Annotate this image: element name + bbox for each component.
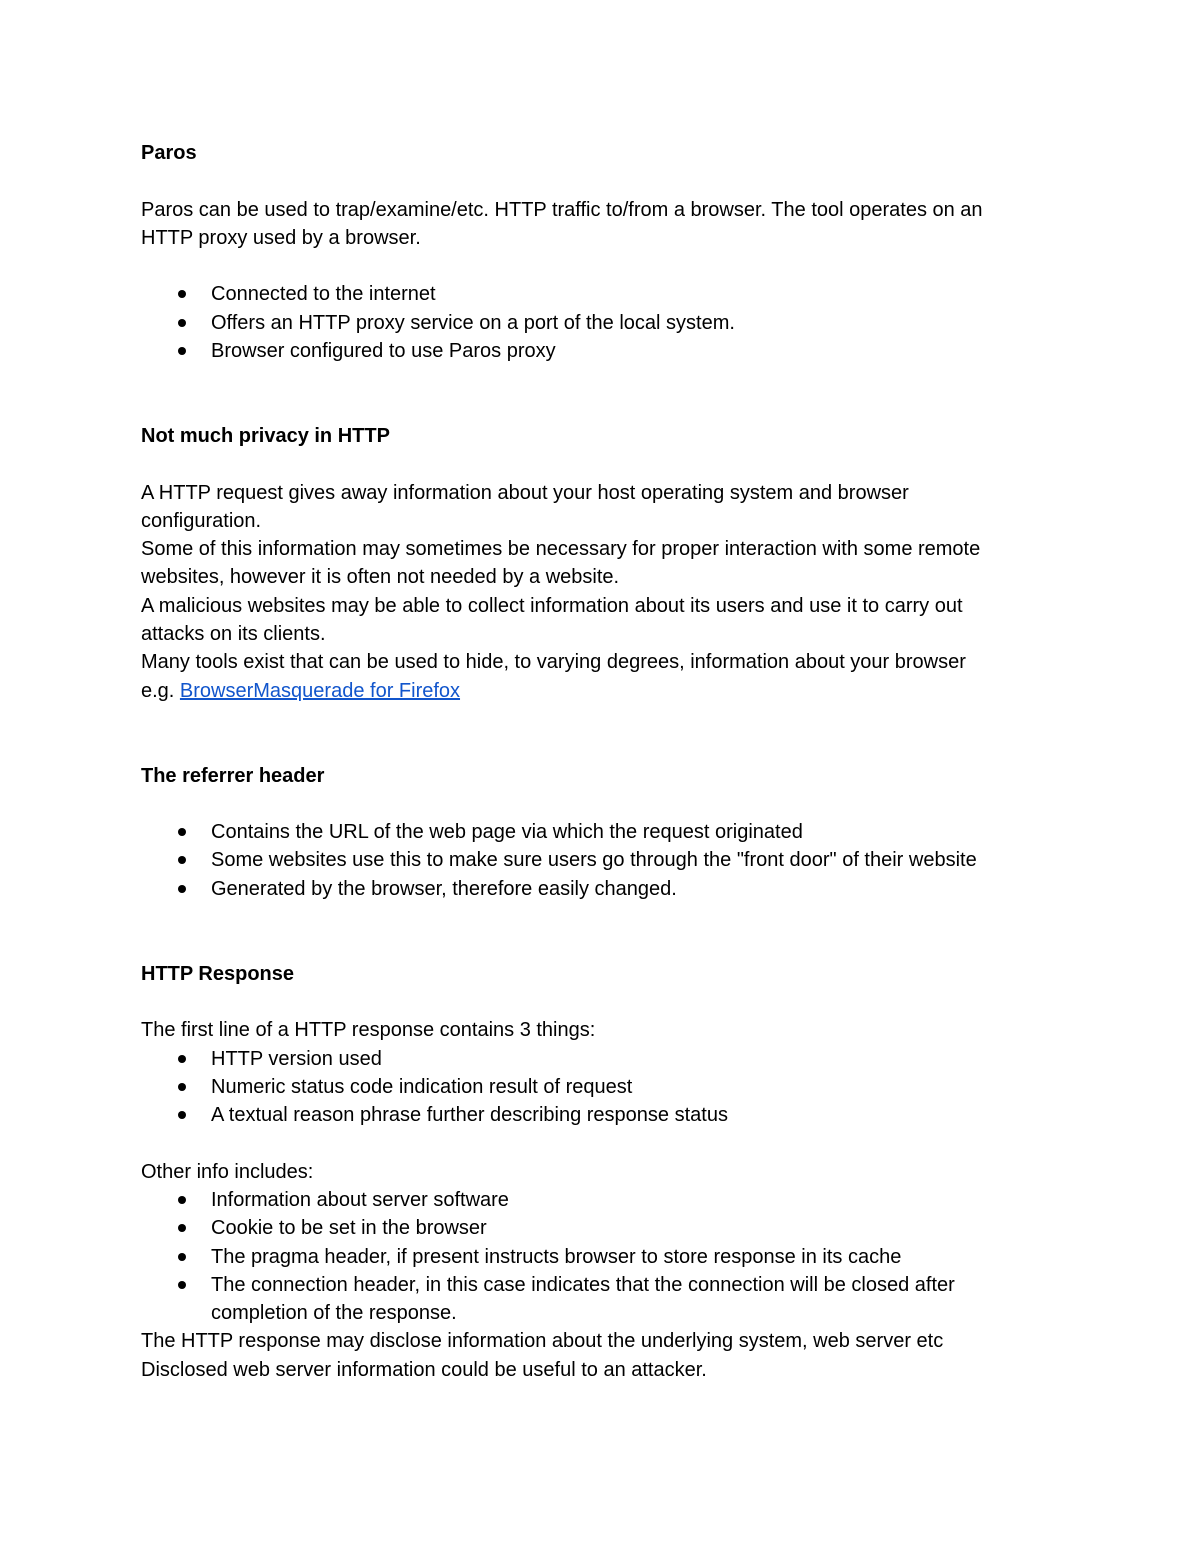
bullet-icon	[178, 828, 186, 836]
section-title-response: HTTP Response	[141, 962, 294, 985]
bullet-icon	[178, 290, 186, 298]
bullet-icon	[178, 1196, 186, 1204]
bullet-icon	[178, 885, 186, 893]
privacy-p4-line-1: Many tools exist that can be used to hide, to varying degrees, information about your browser	[141, 651, 966, 674]
list-item: Generated by the browser, therefore easily changed.	[141, 875, 1061, 903]
privacy-p3-line-2: attacks on its clients.	[141, 623, 326, 646]
privacy-p4-line-2	[141, 677, 1061, 705]
list-item: Cookie to be set in the browser	[141, 1214, 1061, 1242]
list-item: HTTP version used	[141, 1045, 1061, 1073]
response-first-line-intro: The first line of a HTTP response contains 3 things:	[141, 1019, 596, 1042]
bullet-icon	[178, 1281, 186, 1289]
privacy-p1-line-2: configuration.	[141, 509, 262, 532]
list-item: Information about server software	[141, 1186, 1061, 1214]
section-title-privacy: Not much privacy in HTTP	[141, 424, 390, 447]
response-closing-line-1: The HTTP response may disclose information about the underlying system, web server etc	[141, 1330, 944, 1353]
referrer-bullet-list	[141, 818, 1061, 903]
bullet-icon	[178, 347, 186, 355]
list-item: The connection header, in this case indicates that the connection will be closed after completion of the response.	[141, 1271, 1061, 1328]
list-item: The pragma header, if present instructs browser to store response in its cache	[141, 1243, 1061, 1271]
list-item: A textual reason phrase further describing response status	[141, 1101, 1061, 1129]
response-closing-line-2: Disclosed web server information could be useful to an attacker.	[141, 1358, 707, 1381]
list-item: Numeric status code indication result of request	[141, 1073, 1061, 1101]
list-item: Contains the URL of the web page via which the request originated	[141, 818, 1061, 846]
privacy-p1-line-1: A HTTP request gives away information about your host operating system and browser	[141, 481, 909, 504]
bullet-icon	[178, 1083, 186, 1091]
list-item: Browser configured to use Paros proxy	[141, 337, 1061, 365]
privacy-p3-line-1: A malicious websites may be able to collect information about its users and use it to carry out	[141, 594, 963, 617]
list-item: Connected to the internet	[141, 280, 1061, 308]
list-item: Some websites use this to make sure users go through the "front door" of their website	[141, 846, 1061, 874]
response-other-list	[141, 1186, 1061, 1327]
privacy-p2-line-2: websites, however it is often not needed by a website.	[141, 566, 620, 589]
document-page	[141, 139, 1061, 1384]
privacy-p4-prefix: e.g.	[141, 679, 180, 702]
bullet-icon	[178, 319, 186, 327]
response-first-line-list	[141, 1045, 1061, 1130]
bullet-icon	[178, 1055, 186, 1063]
list-item: Offers an HTTP proxy service on a port of the local system.	[141, 309, 1061, 337]
section-title-referrer: The referrer header	[141, 764, 325, 787]
bullet-icon	[178, 1224, 186, 1232]
bullet-icon	[178, 1253, 186, 1261]
privacy-p2-line-1: Some of this information may sometimes be necessary for proper interaction with some remote	[141, 538, 981, 561]
paros-intro-line-1: Paros can be used to trap/examine/etc. HTTP traffic to/from a browser. The tool operates on an	[141, 198, 983, 221]
bullet-icon	[178, 856, 186, 864]
browser-masquerade-link[interactable]: BrowserMasquerade for Firefox	[179, 679, 461, 702]
paros-bullet-list	[141, 280, 1061, 365]
section-title-paros: Paros	[141, 142, 197, 164]
response-other-intro: Other info includes:	[141, 1160, 314, 1183]
paros-intro-line-2: HTTP proxy used by a browser.	[141, 226, 421, 249]
bullet-icon	[178, 1111, 186, 1119]
